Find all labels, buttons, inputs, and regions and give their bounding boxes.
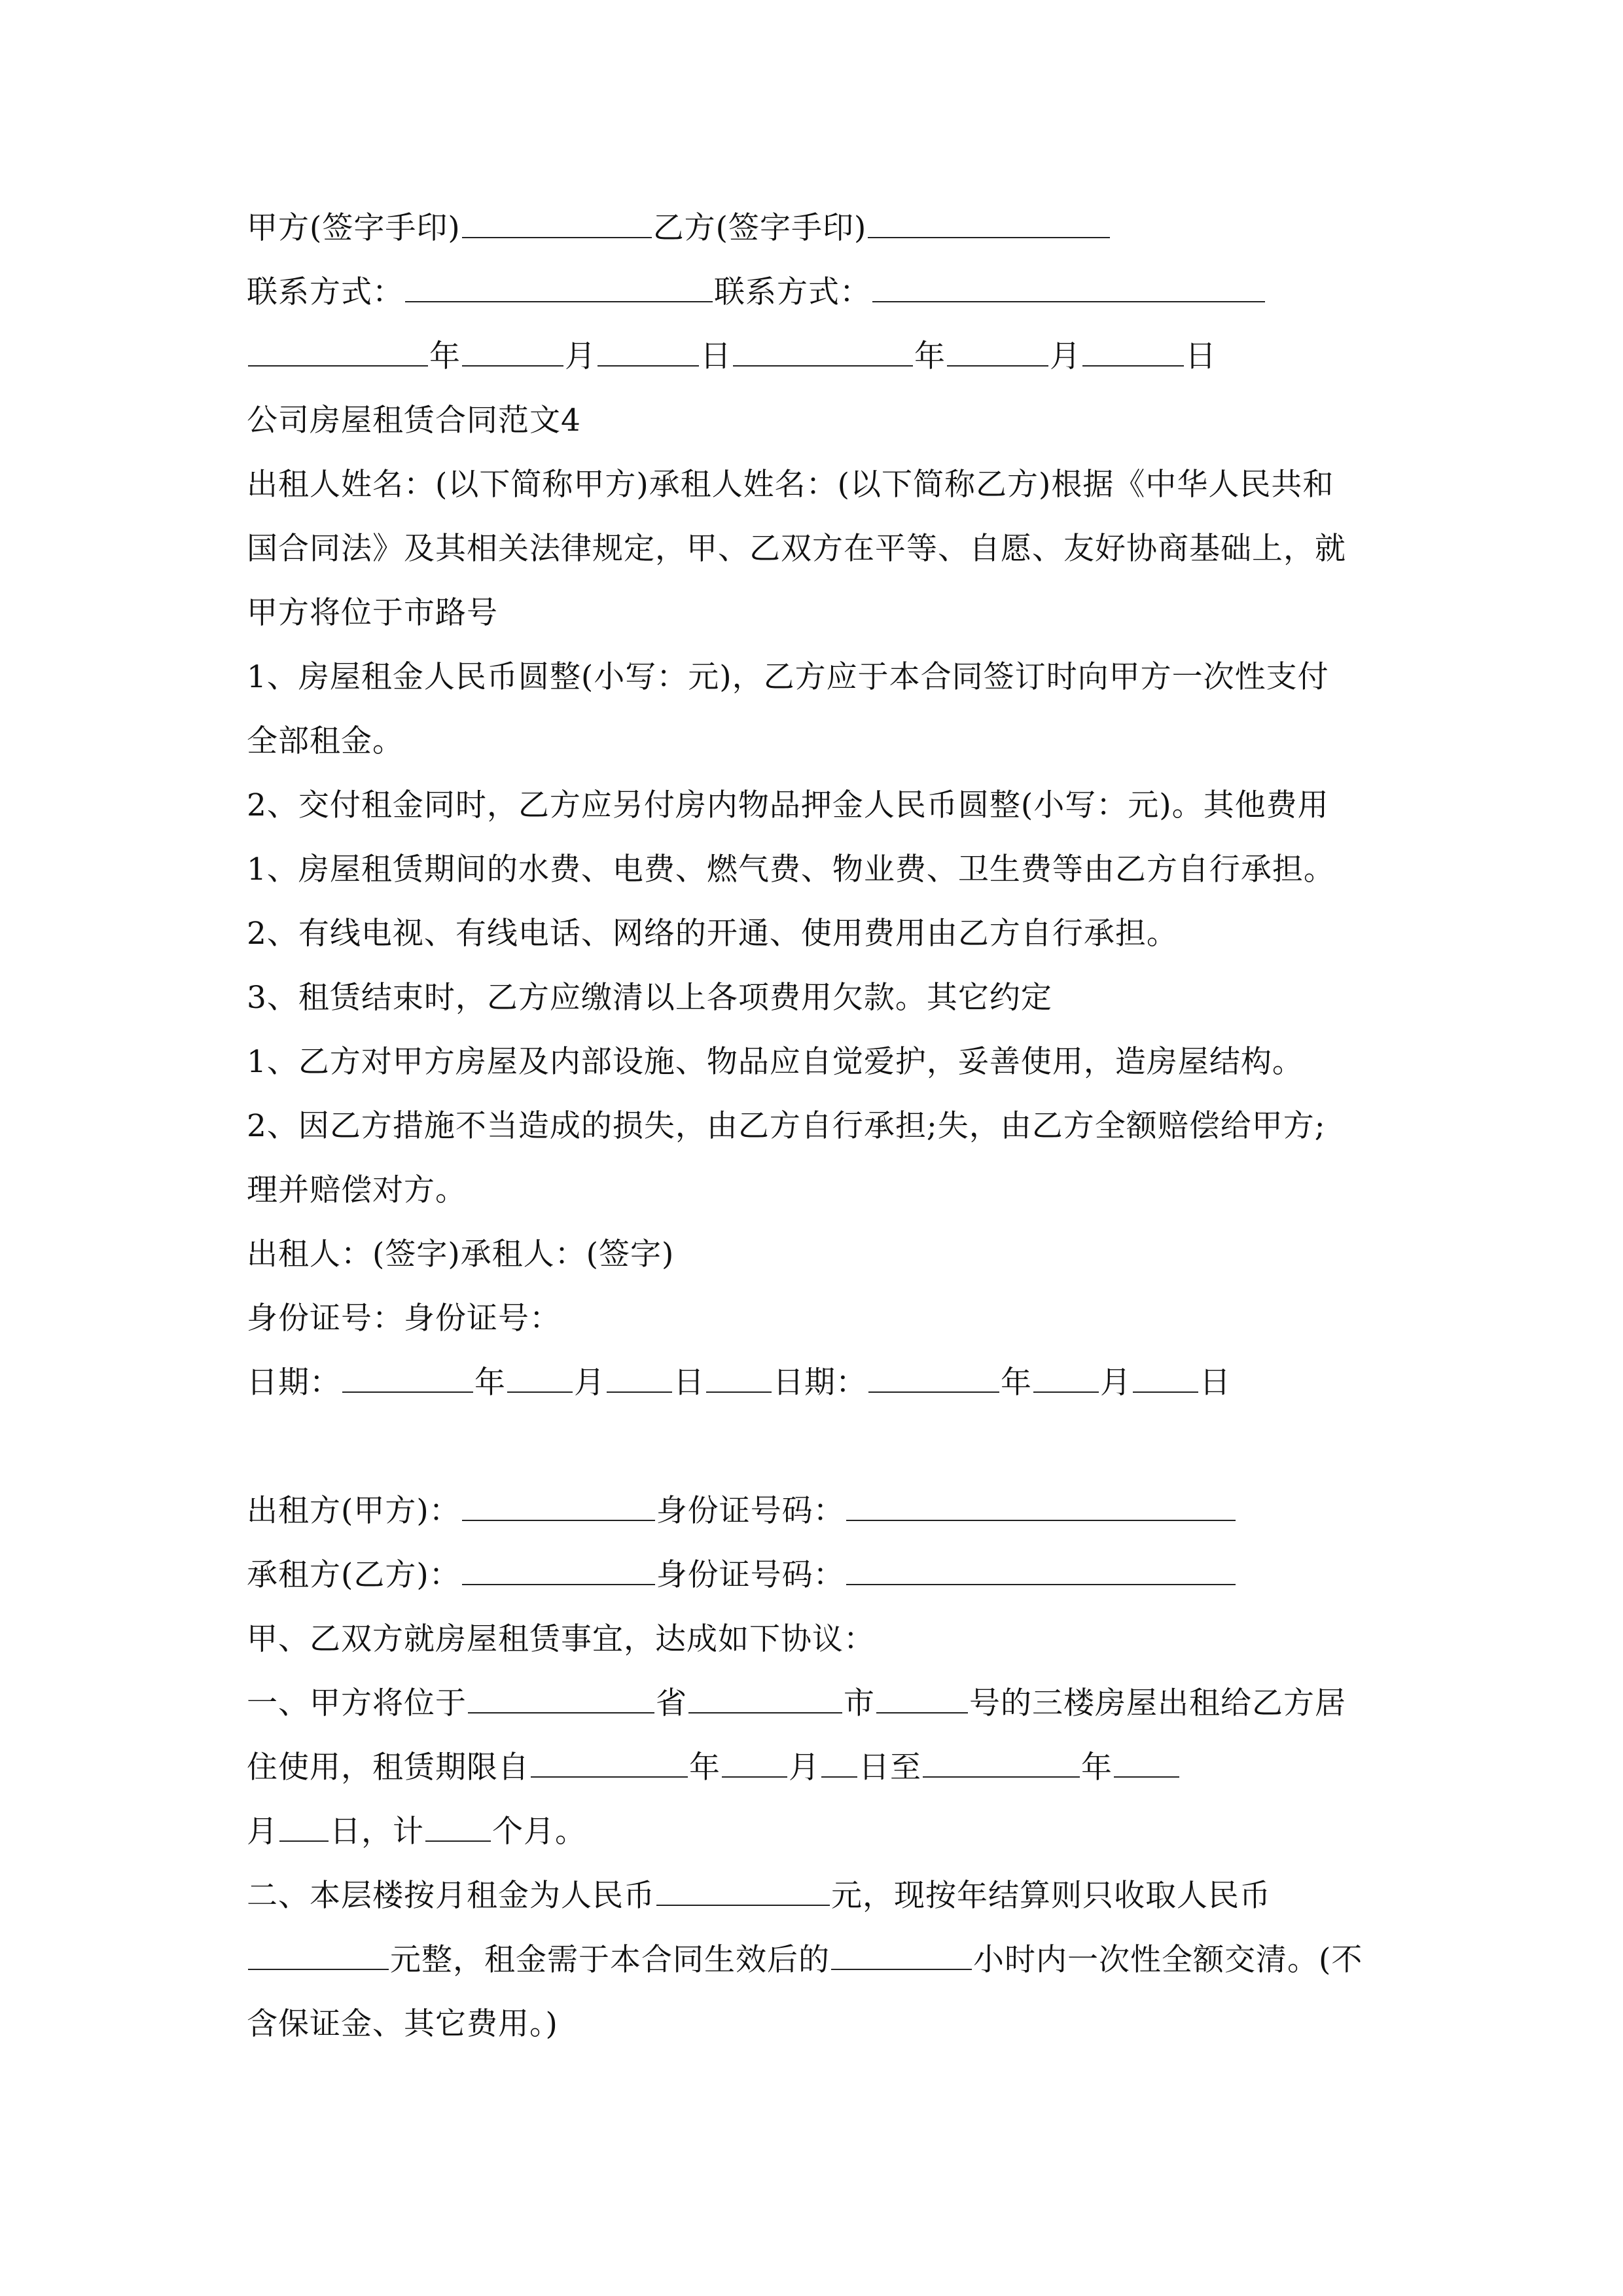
year-label-a: 年: [429, 338, 461, 374]
art2-text: 元整，租金需于本合同生效后的: [390, 1942, 830, 1978]
date-line-top: [247, 325, 1379, 389]
year-blank-b: [733, 326, 913, 367]
city-blank: [876, 1673, 968, 1713]
art1-text: 一、甲方将位于: [247, 1685, 467, 1721]
year-blank-d: [868, 1352, 999, 1393]
location-blank: [468, 1673, 654, 1713]
clause-line: 2、因乙方措施不当造成的损失，由乙方自行承担;失，由乙方全额赔偿给甲方;: [247, 1108, 1326, 1144]
monthly-rent-blank: [656, 1865, 830, 1906]
art1-text: 市: [844, 1685, 875, 1721]
end-month-blank: [1114, 1737, 1179, 1778]
art2-text: 元，现按年结算则只收取人民币: [831, 1878, 1271, 1914]
lessee-id-blank: [846, 1545, 1236, 1585]
lessor-line: [247, 1479, 1379, 1543]
document-body: [247, 196, 1379, 2056]
contact-a-blank: [405, 262, 713, 302]
year-blank-c: [342, 1352, 473, 1393]
month-label-c: 月: [574, 1365, 605, 1401]
art1-text: 号的三楼房屋出租给乙方居: [969, 1685, 1346, 1721]
art1-text: 日，计: [330, 1814, 424, 1850]
art1-text: 月: [247, 1814, 278, 1850]
start-day-blank: [821, 1737, 857, 1778]
lessee-id-label: 身份证号码：: [656, 1557, 845, 1593]
clause-line: 理并赔偿对方。: [247, 1172, 467, 1208]
party-b-sign-blank: [868, 198, 1110, 238]
month-label-d: 月: [1100, 1365, 1132, 1401]
clause-line: 1、房屋租金人民币圆整(小写：元)，乙方应于本合同签订时向甲方一次性支付: [247, 659, 1329, 695]
month-blank-b: [947, 326, 1048, 367]
party-a-sign-label: 甲方(签字手印): [247, 210, 461, 246]
date-label-a: 日期：: [247, 1365, 341, 1401]
end-day-blank: [279, 1801, 329, 1842]
year-blank-a: [248, 326, 428, 367]
day-label-d: 日: [1200, 1365, 1231, 1401]
art1-text: 省: [656, 1685, 687, 1721]
lessor-id-blank: [846, 1480, 1236, 1521]
article-2-line-2: [247, 1928, 1379, 1992]
lessor-name-blank: [462, 1480, 655, 1521]
lessee-name-blank: [462, 1545, 655, 1585]
months-count-blank: [425, 1801, 491, 1842]
intro-line: 出租人姓名：(以下简称甲方)承租人姓名：(以下简称乙方)根据《中华人民共和: [247, 467, 1334, 503]
intro-line: 甲方将位于市路号: [247, 595, 498, 631]
art2-text: 二、本层楼按月租金为人民币: [247, 1878, 655, 1914]
article-1-line-1: [247, 1672, 1379, 1736]
article-1-line-3: [247, 1800, 1379, 1864]
party-b-sign-label: 乙方(签字手印): [652, 210, 867, 246]
art2-text: 小时内一次性全额交清。(不: [973, 1942, 1363, 1978]
month-label-b: 月: [1050, 338, 1081, 374]
year-label-c: 年: [474, 1365, 506, 1401]
signature-line-top: [247, 196, 1379, 260]
art1-text: 个月。: [492, 1814, 586, 1850]
month-blank-a: [462, 326, 563, 367]
province-blank: [688, 1673, 842, 1713]
year-label-d: 年: [1001, 1365, 1032, 1401]
date-label-b: 日期：: [773, 1365, 867, 1401]
lessee-line: [247, 1543, 1379, 1607]
date-line-mid: [247, 1351, 1379, 1415]
clause-line: 1、房屋租赁期间的水费、电费、燃气费、物业费、卫生费等由乙方自行承担。: [247, 852, 1335, 888]
start-year-blank: [531, 1737, 688, 1778]
lessor-lessee-sign-line: 出租人：(签字)承租人：(签字): [247, 1236, 675, 1272]
clause-line: 3、租赁结束时，乙方应缴清以上各项费用欠款。其它约定: [247, 980, 1052, 1016]
id-number-line: 身份证号：身份证号：: [247, 1300, 561, 1336]
clause-line: 2、有线电视、有线电话、网络的开通、使用费用由乙方自行承担。: [247, 916, 1178, 952]
contact-line-top: [247, 260, 1379, 325]
art1-text: 月: [789, 1749, 820, 1785]
clause-line: 2、交付租金同时，乙方应另付房内物品押金人民币圆整(小写：元)。其他费用: [247, 787, 1329, 823]
lessee-label: 承租方(乙方)：: [247, 1557, 461, 1593]
agreement-line: 甲、乙双方就房屋租赁事宜，达成如下协议：: [247, 1621, 875, 1657]
annual-rent-blank: [248, 1929, 389, 1970]
month-label-a: 月: [565, 338, 596, 374]
art1-text: 日至: [859, 1749, 921, 1785]
contact-b-label: 联系方式：: [714, 274, 871, 310]
intro-line: 国合同法》及其相关法律规定，甲、乙双方在平等、自愿、友好协商基础上，就: [247, 531, 1346, 567]
year-label-b: 年: [914, 338, 946, 374]
month-blank-c: [507, 1352, 573, 1393]
start-month-blank: [722, 1737, 787, 1778]
lessor-label: 出租方(甲方)：: [247, 1493, 461, 1529]
article-1-line-2: [247, 1736, 1379, 1800]
day-blank-b: [1082, 326, 1184, 367]
party-a-sign-blank: [462, 198, 652, 238]
gap-blank: [706, 1352, 772, 1393]
day-label-b: 日: [1185, 338, 1217, 374]
day-blank-c: [607, 1352, 672, 1393]
lessor-id-label: 身份证号码：: [656, 1493, 845, 1529]
day-blank-a: [597, 326, 699, 367]
spacer: [247, 1415, 1379, 1479]
clause-line: 全部租金。: [247, 723, 404, 759]
clause-line: 1、乙方对甲方房屋及内部设施、物品应自觉爱护，妥善使用，造房屋结构。: [247, 1044, 1304, 1080]
art1-text: 年: [689, 1749, 721, 1785]
art1-text: 住使用，租赁期限自: [247, 1749, 529, 1785]
day-label-c: 日: [673, 1365, 705, 1401]
article-2-line-1: [247, 1864, 1379, 1928]
contact-b-blank: [872, 262, 1265, 302]
document-title: 公司房屋租赁合同范文4: [247, 403, 581, 439]
art1-text: 年: [1081, 1749, 1113, 1785]
end-year-blank: [923, 1737, 1080, 1778]
day-label-a: 日: [700, 338, 732, 374]
article-2-line-3: 含保证金、其它费用。): [247, 2006, 558, 2042]
month-blank-d: [1033, 1352, 1099, 1393]
contact-a-label: 联系方式：: [247, 274, 404, 310]
hours-blank: [831, 1929, 972, 1970]
day-blank-d: [1133, 1352, 1198, 1393]
